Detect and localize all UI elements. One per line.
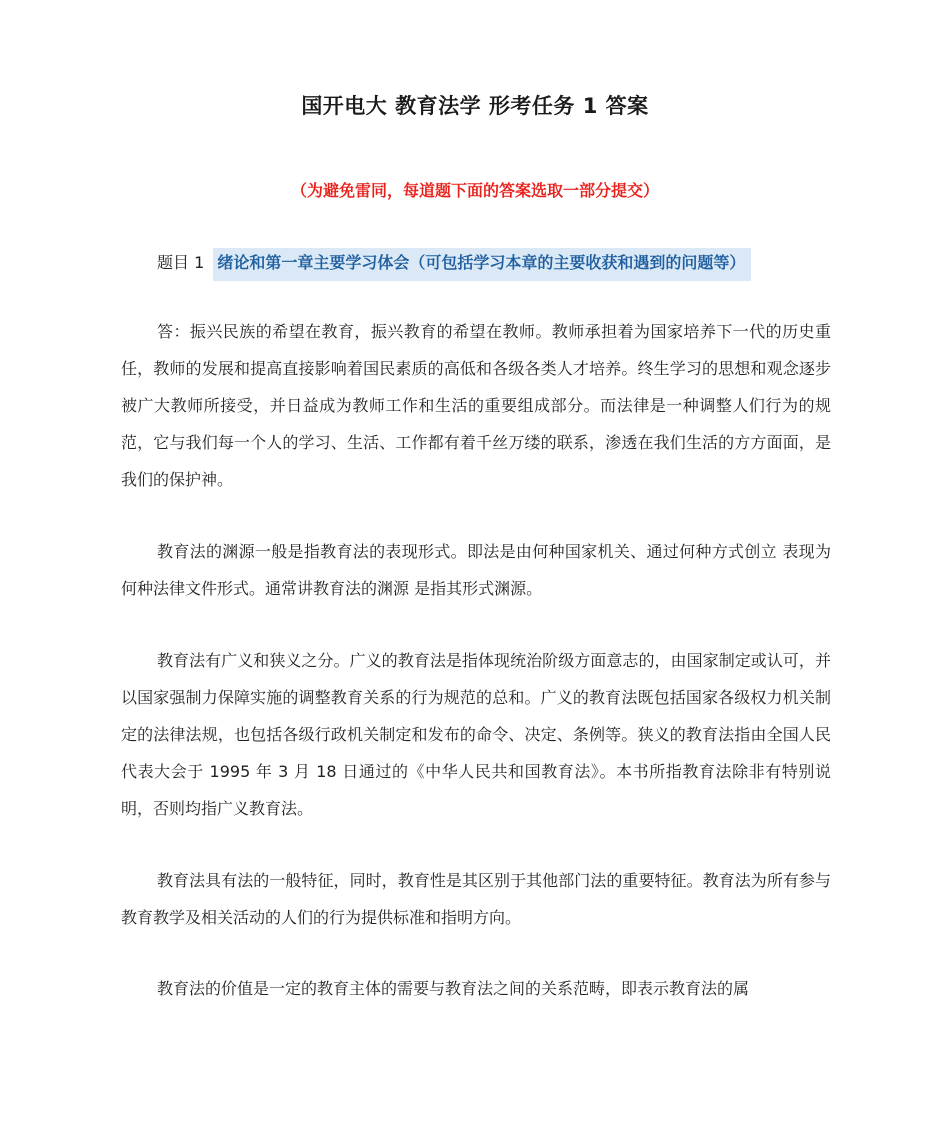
answer-paragraph: 教育法有广义和狭义之分。广义的教育法是指体现统治阶级方面意志的，由国家制定或认可，并以国家强制力保障实施的调整教育关系的行为规范的总和。广义的教育法既包括国家各级权力机关制定的法律法规，也包括各级行政机关制定和发布的命令、决定、条例等。狭义的教育法指由全国人民代表大会于 1995 年 3 月 18 日通过的《中华人民共和国教育法》。本书所指教育法除非有特别说明，否则均指广义教育法。 — [121, 651, 831, 818]
answer-paragraph: 教育法的价值是一定的教育主体的需要与教育法之间的关系范畴，即表示教育法的属 — [157, 979, 750, 998]
question-label: 题目 1 — [157, 253, 205, 272]
answer-paragraph: 答：振兴民族的希望在教育，振兴教育的希望在教师。教师承担着为国家培养下一代的历史重任，教师的发展和提高直接影响着国民素质的高低和各级各类人才培养。终生学习的思想和观念逐步被广大教师所接受，并日益成为教师工作和生活的重要组成部分。而法律是一种调整人们行为的规范，它与我们每一个人的学习、生活、工作都有着千丝万缕的联系，渗透在我们生活的方方面面，是我们的保护神。 — [121, 322, 831, 489]
notice-text: （为避免雷同，每道题下面的答案选取一部分提交） — [290, 181, 659, 200]
document-title: 国开电大 教育法学 形考任务 1 答案 — [301, 94, 649, 118]
answer-paragraph: 教育法具有法的一般特征，同时，教育性是其区别于其他部门法的重要特征。教育法为所有参与教育教学及相关活动的人们的行为提供标准和指明方向。 — [121, 871, 831, 927]
question-text-highlighted: 绪论和第一章主要学习体会（可包括学习本章的主要收获和遇到的问题等） — [213, 248, 751, 281]
question-heading — [157, 248, 751, 281]
answer-paragraph: 教育法的渊源一般是指教育法的表现形式。即法是由何种国家机关、通过何种方式创立 表现为何种法律文件形式。通常讲教育法的渊源 是指其形式渊源。 — [121, 542, 831, 598]
